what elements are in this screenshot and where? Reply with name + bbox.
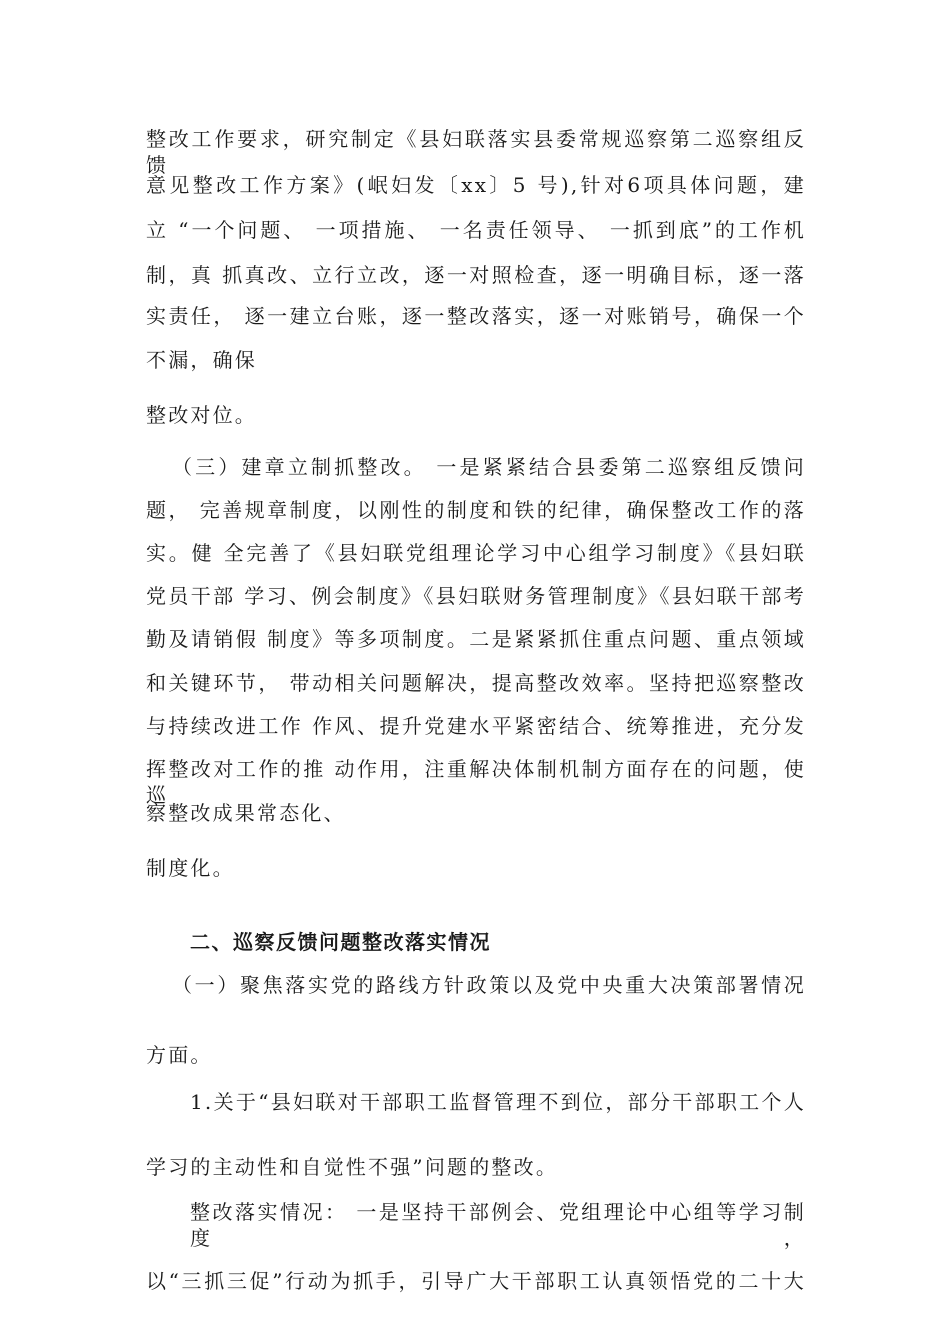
paragraph1-line1: 整改工作要求，研究制定《县妇联落实县委常规巡察第二巡察组反馈	[146, 127, 806, 177]
paragraph5-line1: 整改落实情况： 一是坚持干部例会、党组理论中心组等学习制度，	[190, 1200, 806, 1250]
paragraph3-line2: 方面。	[146, 1043, 213, 1067]
paragraph2-line4: 党员干部 学习、例会制度》《县妇联财务管理制度》《县妇联干部考	[146, 584, 806, 608]
paragraph2-line8: 挥整改对工作的推 动作用，注重解决体制机制方面存在的问题，使巡	[146, 757, 806, 807]
paragraph1-line4: 制，真 抓真改、立行立改，逐一对照检查，逐一明确目标，逐一落	[146, 263, 806, 287]
paragraph1-line6: 不漏，确保	[146, 348, 257, 372]
paragraph4-line2: 学习的主动性和自觉性不强”问题的整改。	[146, 1155, 559, 1179]
paragraph2-line1: （三）建章立制抓整改。 一是紧紧结合县委第二巡察组反馈问	[172, 455, 806, 479]
paragraph3-line1: （一）聚焦落实党的路线方针政策以及党中央重大决策部署情况	[172, 973, 806, 997]
paragraph1-line2: 意见整改工作方案》(岷妇发〔xx〕5 号),针对6项具体问题，建	[146, 173, 806, 197]
section-heading: 二、巡察反馈问题整改落实情况	[190, 930, 491, 954]
paragraph2-line7: 与持续改进工作 作风、提升党建水平紧密结合、统筹推进，充分发	[146, 714, 806, 738]
paragraph2-line10: 制度化。	[146, 856, 235, 880]
paragraph1-line5: 实责任， 逐一建立台账，逐一整改落实，逐一对账销号，确保一个	[146, 304, 806, 328]
paragraph2-line3: 实。健 全完善了《县妇联党组理论学习中心组学习制度》《县妇联	[146, 541, 806, 565]
paragraph2-line5: 勤及请销假 制度》等多项制度。二是紧紧抓住重点问题、重点领域	[146, 627, 806, 651]
paragraph2-line2: 题， 完善规章制度，以刚性的制度和铁的纪律，确保整改工作的落	[146, 498, 806, 522]
paragraph2-line9: 察整改成果常态化、	[146, 801, 346, 825]
paragraph2-line6: 和关键环节， 带动相关问题解决，提高整改效率。坚持把巡察整改	[146, 671, 806, 695]
paragraph1-line7: 整改对位。	[146, 403, 257, 427]
paragraph5-line2: 以“三抓三促”行动为抓手，引导广大干部职工认真领悟党的二十大	[146, 1269, 806, 1293]
paragraph1-line3: 立 “一个问题、 一项措施、 一名责任领导、 一抓到底”的工作机	[146, 218, 806, 242]
paragraph4-line1: 1.关于“县妇联对干部职工监督管理不到位，部分干部职工个人	[190, 1090, 806, 1114]
